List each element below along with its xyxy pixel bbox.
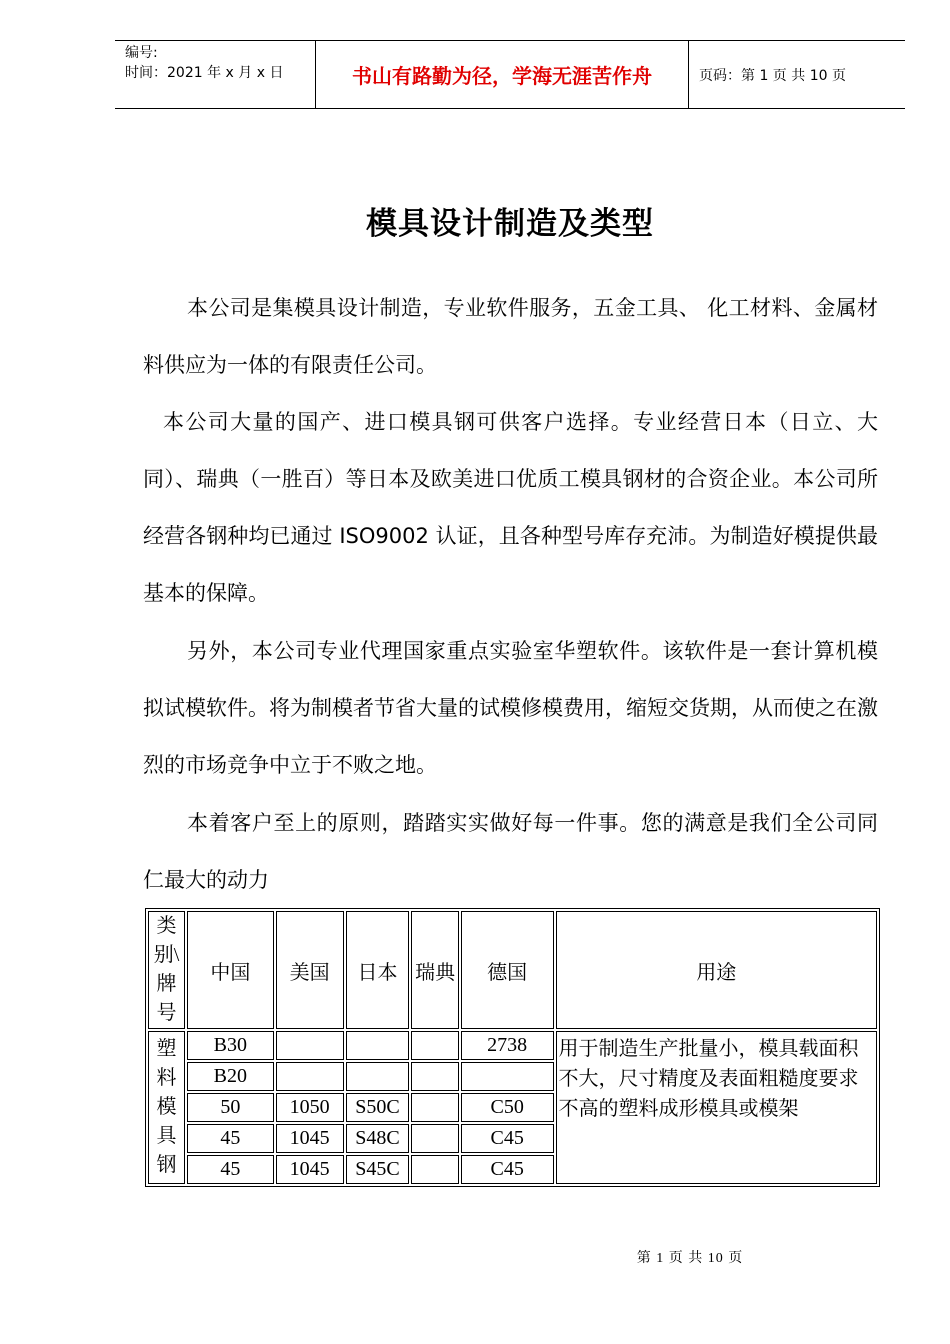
table-cell: B30 — [187, 1031, 274, 1060]
table-cell — [461, 1062, 554, 1091]
paragraph-principle: 本着客户至上的原则，踏踏实实做好每一件事。您的满意是我们全公司同仁最大的动力 — [143, 811, 878, 892]
page-footer: 第 1 页 共 10 页 — [636, 1251, 744, 1266]
table-cell: 1050 — [276, 1093, 344, 1122]
paragraph-steel: 本公司大量的国产、进口模具钢可供客户选择。专业经营日本（日立、大同）、瑞典（一胜百）等日本及欧美进口优质工模具钢材的合资企业。本公司所经营各钢种均已通过 ISO9002 认证，且各种型号库存充沛。为制造好模提供最基本的保障。 — [143, 410, 878, 605]
table-cell: 1045 — [276, 1124, 344, 1153]
document-title: 模具设计制造及类型 — [366, 206, 654, 242]
header-category-char: 别\ — [153, 944, 180, 966]
steel-grade-table — [145, 908, 880, 1187]
table-cell — [411, 1155, 458, 1184]
table-cell: 45 — [187, 1124, 274, 1153]
table-cell: S45C — [346, 1155, 410, 1184]
table-cell — [411, 1062, 458, 1091]
table-cell: C45 — [461, 1124, 554, 1153]
table-cell: 50 — [187, 1093, 274, 1122]
page-header — [115, 40, 905, 109]
table-cell — [411, 1093, 458, 1122]
column-header-germany: 德国 — [461, 911, 554, 1029]
table-cell: C50 — [461, 1093, 554, 1122]
header-meta — [115, 41, 315, 108]
category-char: 模 — [156, 1096, 177, 1118]
table-cell: 2738 — [461, 1031, 554, 1060]
table-cell — [346, 1031, 410, 1060]
table-cell: 1045 — [276, 1155, 344, 1184]
header-category-cell — [148, 911, 185, 1029]
paragraph-software: 另外，本公司专业代理国家重点实验室华塑软件。该软件是一套计算机模拟试模软件。将为制模者节省大量的试模修模费用，缩短交货期，从而使之在激烈的市场竞争中立于不败之地。 — [143, 639, 878, 777]
column-header-usage: 用途 — [556, 911, 877, 1029]
time-label: 时间：2021 年 x 月 x 日 — [125, 65, 284, 81]
header-category-char: 牌 — [156, 973, 177, 995]
category-char: 料 — [156, 1067, 177, 1089]
code-label: 编号: — [125, 45, 158, 61]
header-motto: 书山有路勤为径，学海无涯苦作舟 — [315, 41, 689, 108]
table-cell: S50C — [346, 1093, 410, 1122]
category-char: 塑 — [156, 1038, 177, 1060]
table-cell: C45 — [461, 1155, 554, 1184]
paragraph-intro: 本公司是集模具设计制造，专业软件服务，五金工具、 化工材料、金属材料供应为一体的有限责任公司。 — [143, 296, 878, 377]
table-cell: S48C — [346, 1124, 410, 1153]
table-cell — [411, 1031, 458, 1060]
category-char: 钢 — [156, 1154, 177, 1176]
header-category-char: 类 — [156, 915, 177, 937]
column-header-sweden: 瑞典 — [411, 911, 458, 1029]
header-category-char: 号 — [156, 1002, 177, 1024]
category-cell — [148, 1031, 185, 1184]
column-header-usa: 美国 — [276, 911, 344, 1029]
column-header-japan: 日本 — [346, 911, 410, 1029]
category-char: 具 — [156, 1125, 177, 1147]
table-cell — [346, 1062, 410, 1091]
table-cell — [411, 1124, 458, 1153]
header-page-info: 页码：第 1 页 共 10 页 — [699, 67, 846, 84]
table-cell — [276, 1062, 344, 1091]
table-row — [148, 1031, 877, 1060]
table-cell: B20 — [187, 1062, 274, 1091]
table-header-row — [148, 911, 877, 1029]
column-header-china: 中国 — [187, 911, 274, 1029]
table-cell — [276, 1031, 344, 1060]
usage-cell: 用于制造生产批量小，模具载面积不大，尺寸精度及表面粗糙度要求不高的塑料成形模具或模架 — [556, 1031, 877, 1184]
table-cell: 45 — [187, 1155, 274, 1184]
